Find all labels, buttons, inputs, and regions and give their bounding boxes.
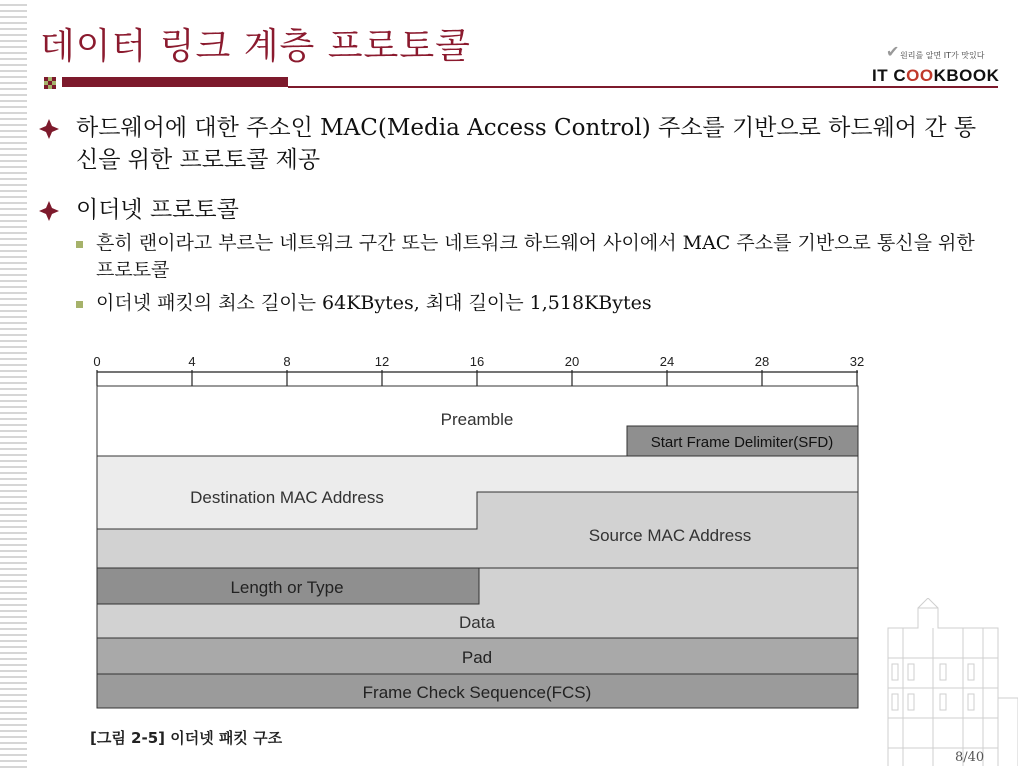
tick-label: 20 — [564, 354, 580, 369]
logo-text: IT COOKBOOK — [872, 66, 1000, 85]
bullet-text: 이더넷 프로토콜 — [76, 197, 239, 223]
diamond-bullet-icon — [38, 118, 60, 140]
tick-label: 8 — [283, 354, 291, 369]
sub-bullet-lan — [38, 230, 998, 284]
square-bullet-icon — [76, 301, 83, 308]
square-bullet-icon — [76, 241, 83, 248]
field-label-preamble: Preamble — [440, 410, 514, 429]
checker-decoration-icon — [40, 77, 60, 89]
tick-label: 12 — [374, 354, 390, 369]
field-label-fcs: Frame Check Sequence(FCS) — [362, 683, 592, 702]
left-stripe-decoration — [0, 0, 27, 768]
tick-label: 0 — [93, 354, 101, 369]
slide-title: 데이터 링크 계층 프로토콜 — [40, 26, 471, 67]
ethernet-frame-diagram — [80, 350, 880, 750]
field-label-length: Length or Type — [230, 578, 344, 597]
field-label-source: Source MAC Address — [588, 526, 752, 545]
title-underline-bar — [62, 77, 288, 87]
sub-bullet-text: 흔히 랜이라고 부르는 네트워크 구간 또는 네트워크 하드웨어 사이에서 MAC 주소를 기반으로 통신을 위한 프로토콜 — [96, 232, 975, 281]
tick-label: 28 — [754, 354, 770, 369]
itcookbook-logo — [872, 42, 1002, 88]
bullet-ethernet — [38, 194, 998, 226]
page-number: 8/40 — [955, 750, 985, 765]
field-label-pad: Pad — [461, 648, 493, 667]
bullet-text: 하드웨어에 대한 주소인 MAC(Media Access Control) 주소를 기반으로 하드웨어 간 통신을 위한 프로토콜 제공 — [76, 115, 977, 173]
sub-bullet-text: 이더넷 패킷의 최소 길이는 64KBytes, 최대 길이는 1,518KBytes — [96, 292, 652, 314]
bullet-mac — [38, 112, 998, 176]
tick-label: 32 — [849, 354, 865, 369]
logo-tagline: 원리를 알면 IT가 맛있다 — [900, 51, 985, 60]
checkmark-icon: ✔ — [886, 42, 900, 61]
field-label-data: Data — [459, 613, 495, 632]
tick-label: 16 — [469, 354, 485, 369]
tick-label: 24 — [659, 354, 675, 369]
sub-bullet-length — [38, 290, 998, 317]
field-label-destination: Destination MAC Address — [190, 488, 384, 507]
tick-label: 4 — [188, 354, 196, 369]
field-label-sfd: Start Frame Delimiter(SFD) — [650, 434, 834, 451]
slide-content — [38, 112, 998, 317]
figure-caption: [그림 2-5] 이더넷 패킷 구조 — [90, 729, 283, 747]
building-sketch-icon — [878, 598, 1018, 766]
frame-diagram-svg — [80, 350, 880, 750]
diamond-bullet-icon — [38, 200, 60, 222]
